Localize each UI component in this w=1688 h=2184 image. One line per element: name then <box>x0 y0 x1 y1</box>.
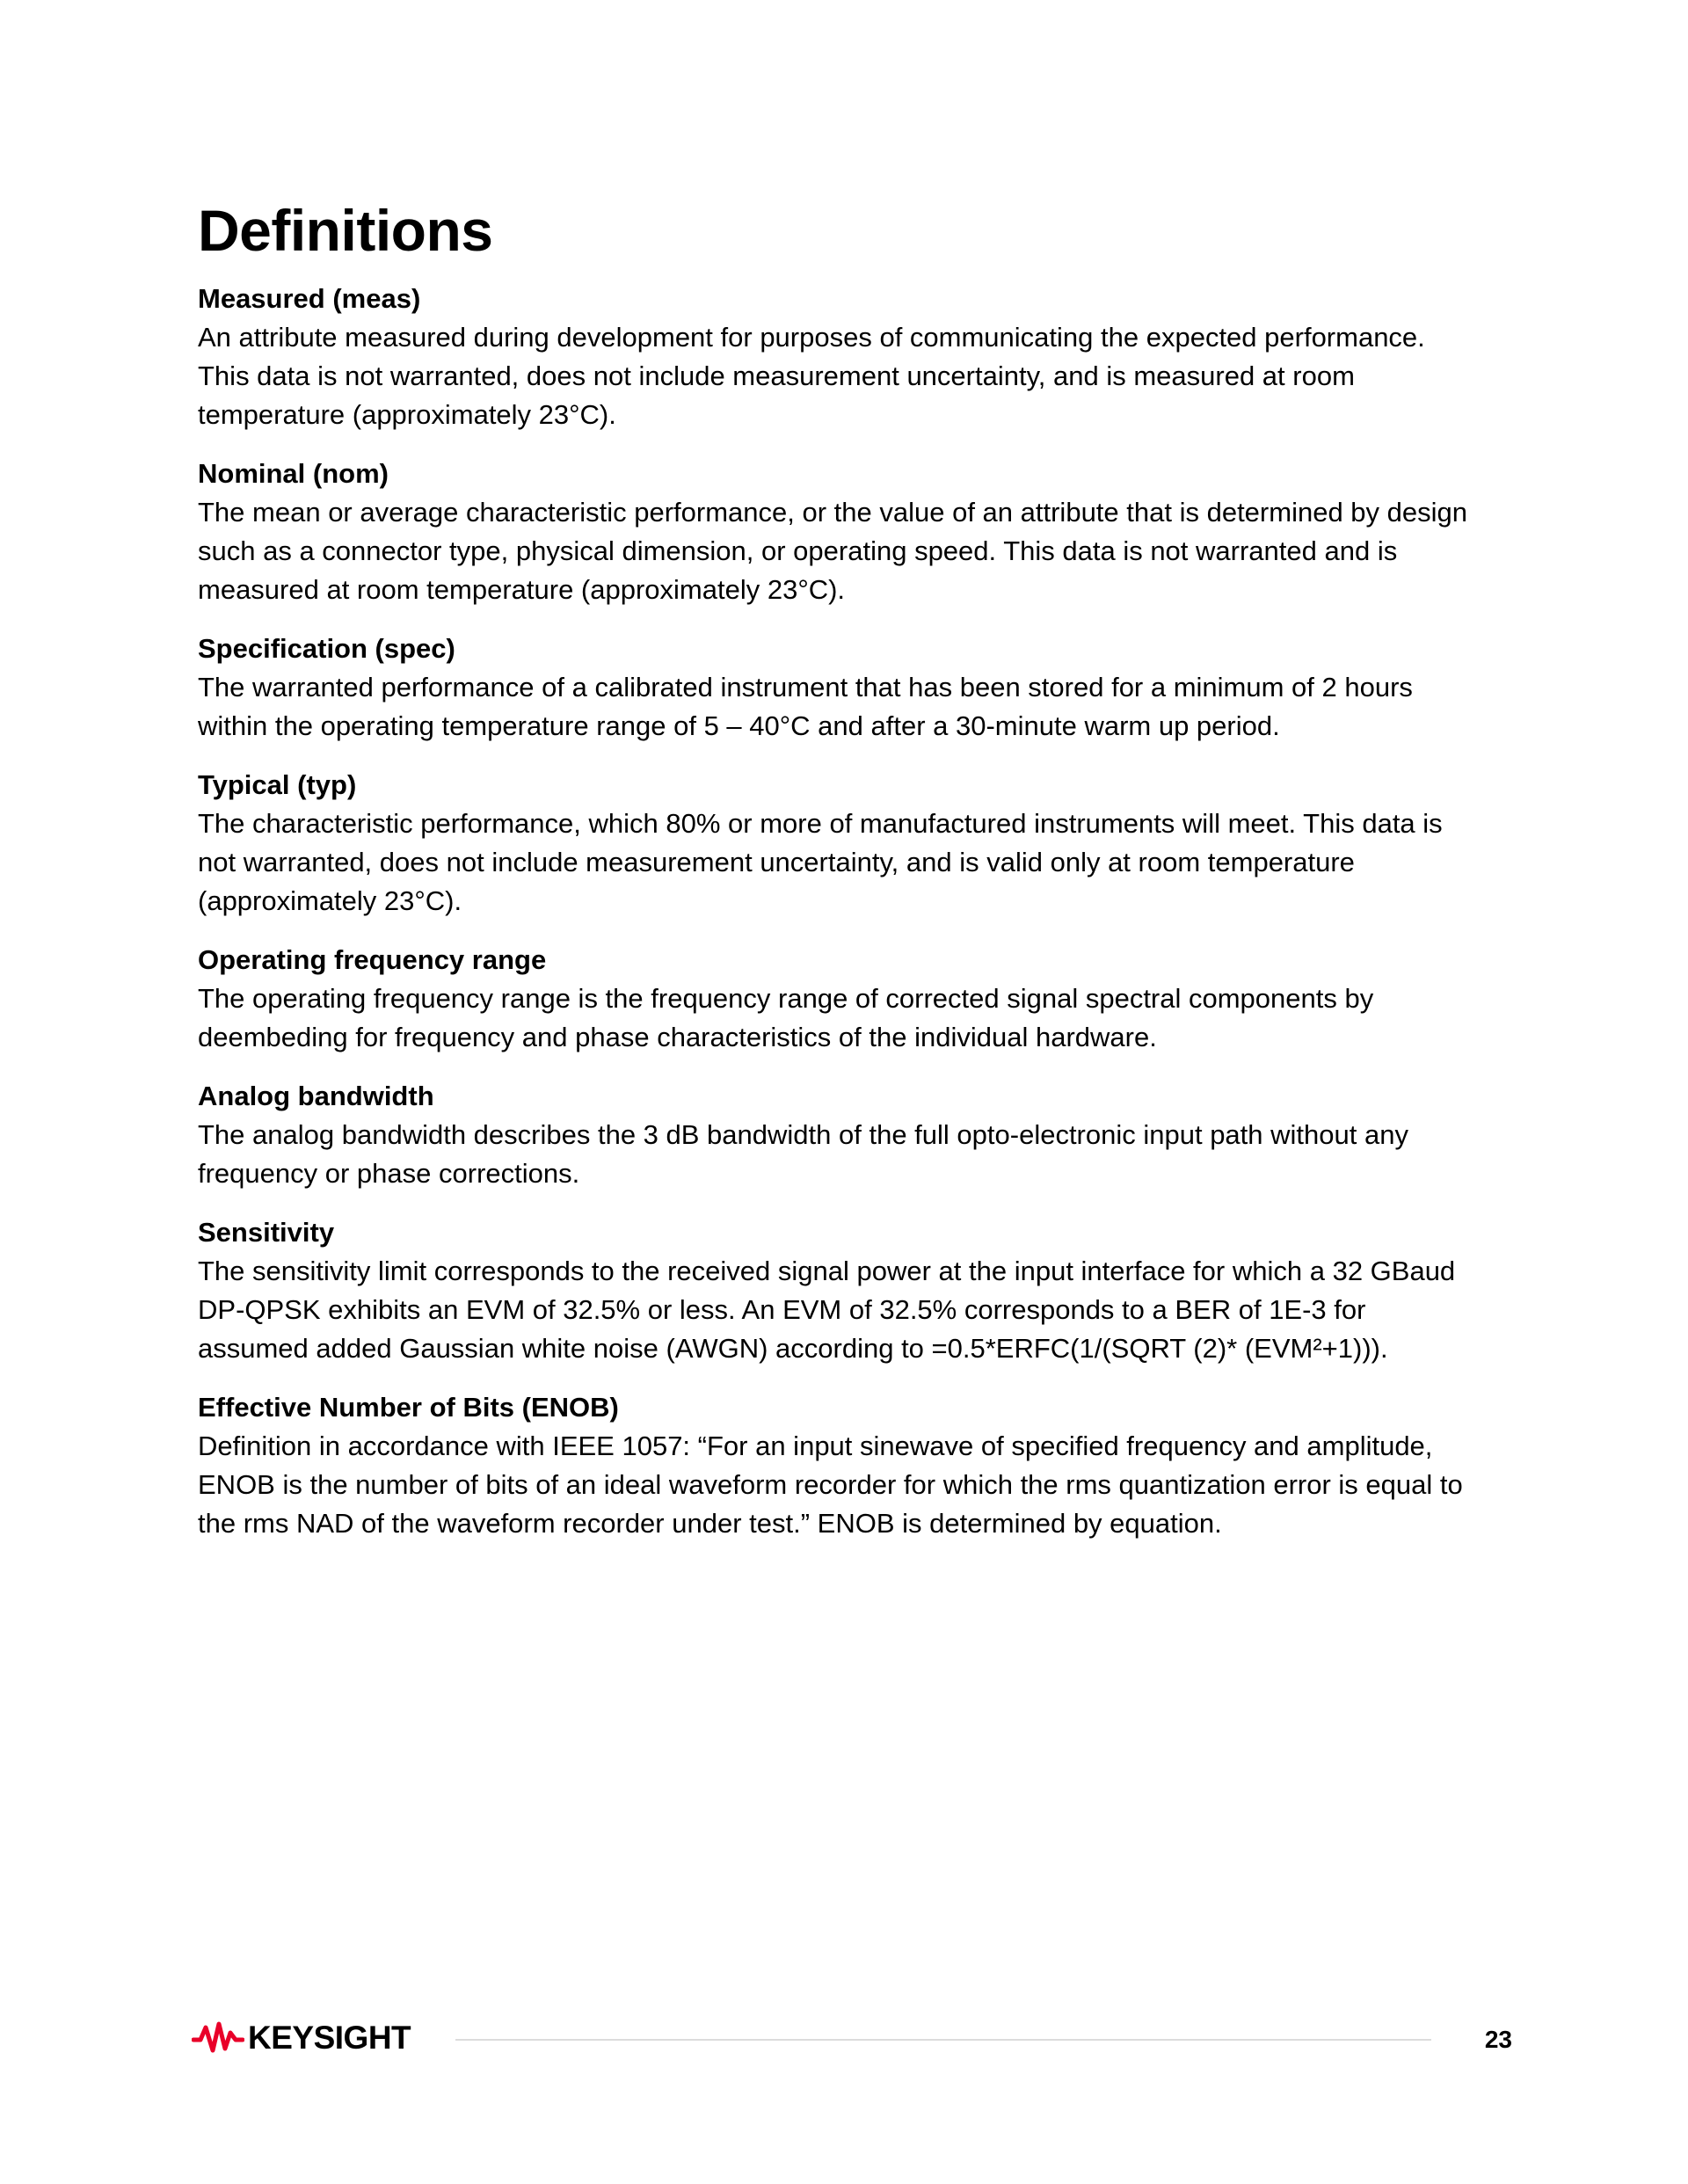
definition-line: (approximately 23°C). <box>198 885 462 916</box>
definition-term: Measured (meas) <box>198 283 421 314</box>
definition-line: An attribute measured during development for purposes of communicating the expected performance. <box>198 322 1425 353</box>
definition-line: The characteristic performance, which 80% or more of manufactured instruments will meet. This data is <box>198 808 1443 839</box>
definition-typical <box>198 766 1490 921</box>
definition-line: deembeding for frequency and phase characteristics of the individual hardware. <box>198 1022 1157 1052</box>
definition-term: Effective Number of Bits (ENOB) <box>198 1392 619 1423</box>
definition-line: The operating frequency range is the frequency range of corrected signal spectral components by <box>198 983 1374 1014</box>
page-number: 23 <box>1484 2026 1512 2053</box>
page-title: Definitions <box>198 198 493 263</box>
definition-line: The mean or average characteristic performance, or the value of an attribute that is determined by design <box>198 497 1467 528</box>
definition-line: The sensitivity limit corresponds to the received signal power at the input interface for which a 32 GBaud <box>198 1256 1456 1286</box>
definition-enob <box>198 1388 1490 1543</box>
definition-line: measured at room temperature (approximately 23°C). <box>198 574 846 605</box>
definition-line: not warranted, does not include measurement uncertainty, and is valid only at room temperature <box>198 847 1355 877</box>
definition-term: Operating frequency range <box>198 944 547 975</box>
definition-line: This data is not warranted, does not include measurement uncertainty, and is measured at room <box>198 360 1355 391</box>
footer-divider <box>455 2039 1431 2041</box>
definition-line: temperature (approximately 23°C). <box>198 399 616 430</box>
page-footer <box>0 2012 1688 2064</box>
definitions-list <box>198 280 1490 1563</box>
definition-line: Definition in accordance with IEEE 1057: “For an input sinewave of specified frequency and amplitude, <box>198 1431 1433 1461</box>
definition-sensitivity <box>198 1213 1490 1368</box>
definition-line: assumed added Gaussian white noise (AWGN) according to =0.5*ERFC(1/(SQRT (2)* (EVM²+1))). <box>198 1333 1388 1364</box>
definition-line: the rms NAD of the waveform recorder under test.” ENOB is determined by equation. <box>198 1508 1222 1539</box>
definition-line: frequency or phase corrections. <box>198 1158 580 1189</box>
definition-line: The analog bandwidth describes the 3 dB bandwidth of the full opto-electronic input path without any <box>198 1119 1408 1150</box>
definition-specification <box>198 630 1490 746</box>
definition-line: DP-QPSK exhibits an EVM of 32.5% or less. An EVM of 32.5% corresponds to a BER of 1E-3 for <box>198 1294 1366 1325</box>
definition-analog-bandwidth <box>198 1077 1490 1193</box>
definition-line: ENOB is the number of bits of an ideal waveform recorder for which the rms quantization error is equal to <box>198 1469 1463 1500</box>
definition-line: The warranted performance of a calibrated instrument that has been stored for a minimum of 2 hours <box>198 672 1413 703</box>
definition-measured <box>198 280 1490 434</box>
keysight-logo <box>192 2019 411 2057</box>
definition-nominal <box>198 455 1490 609</box>
definition-term: Sensitivity <box>198 1217 335 1248</box>
definition-term: Analog bandwidth <box>198 1081 434 1111</box>
keysight-wave-icon <box>192 2019 244 2057</box>
definition-term: Typical (typ) <box>198 769 357 800</box>
definition-term: Nominal (nom) <box>198 458 389 489</box>
keysight-wordmark: KEYSIGHT <box>248 2020 411 2056</box>
definition-line: within the operating temperature range of 5 – 40°C and after a 30-minute warm up period. <box>198 710 1280 741</box>
definition-line: such as a connector type, physical dimension, or operating speed. This data is not warranted and is <box>198 535 1398 566</box>
definition-operating-frequency-range <box>198 941 1490 1057</box>
definition-term: Specification (spec) <box>198 633 455 664</box>
